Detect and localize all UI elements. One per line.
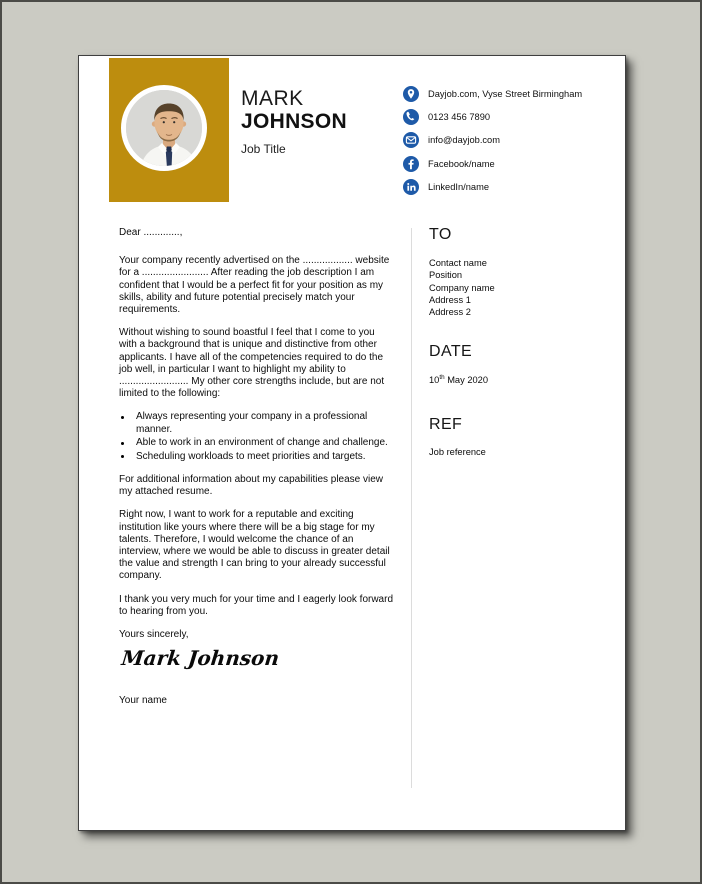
first-name: MARK: [241, 87, 304, 110]
man-portrait-illustration: [126, 90, 207, 171]
date-heading: DATE: [429, 343, 473, 361]
ref-heading: REF: [429, 415, 463, 433]
bullet-item: Always representing your company in a professional manner.: [119, 411, 395, 436]
bullet-item: Able to work in an environment of change and challenge.: [119, 437, 395, 449]
profile-photo: [121, 85, 207, 171]
paragraph-interview: Right now, I want to work for a reputable and exciting institution like yours where there will be a big stage for my talents. Therefore, I would welcome the chance of an interview, where we would be able to discuss in greater detail the value and strength I can bring to your already successful company.: [119, 509, 390, 582]
details-sidebar: [429, 226, 601, 457]
contact-facebook-text: Facebook/name: [428, 158, 495, 169]
contact-phone-text: 0123 456 7890: [428, 112, 491, 123]
contact-address-text: Dayjob.com, Vyse Street Birmingham: [428, 88, 583, 99]
facebook-icon: [403, 156, 419, 172]
your-name-label: Your name: [119, 694, 167, 706]
contact-linkedin-text: LinkedIn/name: [428, 182, 489, 193]
date-day: 10: [429, 375, 440, 386]
to-address-1: Address 1: [429, 294, 471, 305]
to-company-name: Company name: [429, 282, 495, 293]
job-title: Job Title: [241, 142, 286, 156]
to-contact-name: Contact name: [429, 258, 487, 268]
paragraph-strengths: Without wishing to sound boastful I feel that I come to you with a background that is unique and distinctive from other applicants. I have all of the competencies required to do the job well, in particular I want to highlight my ability to ......................... My other core strengths include, but are not limited to the following:: [119, 327, 385, 400]
bullet-item: Scheduling workloads to meet priorities and targets.: [119, 451, 395, 463]
name-block: [241, 87, 347, 156]
email-icon: [403, 132, 419, 148]
contact-row-address: [403, 82, 613, 105]
date-value: [429, 374, 601, 385]
contact-row-linkedin: [403, 176, 613, 199]
linkedin-icon: [403, 179, 419, 195]
contact-list: [403, 82, 613, 199]
paragraph-resume: For additional information about my capabilities please view my attached resume.: [119, 474, 384, 498]
phone-icon: [403, 109, 419, 125]
contact-row-phone: [403, 105, 613, 128]
column-divider-line: [411, 228, 412, 788]
to-address-2: Address 2: [429, 307, 471, 318]
ref-value: Job reference: [429, 446, 486, 457]
contact-email-text: info@dayjob.com: [428, 135, 500, 146]
to-position: Position: [429, 270, 463, 281]
salutation: Dear .............,: [119, 227, 183, 238]
last-name: JOHNSON: [241, 110, 347, 133]
contact-row-facebook: [403, 152, 613, 175]
cover-letter-page: [78, 55, 626, 831]
photo-panel: [109, 58, 229, 202]
to-lines: [429, 257, 601, 318]
location-pin-icon: [403, 86, 419, 102]
paragraph-thanks: I thank you very much for your time and I eagerly look forward to hearing from you.: [119, 593, 394, 617]
date-ordinal-suffix: th: [439, 374, 445, 382]
paragraph-intro: Your company recently advertised on the .................. website for a ........................ After reading the job description I am confident that I would be a perfect fit for your position as my skills, ability and future potential precisely match your requirements.: [119, 255, 390, 316]
handwritten-signature: Mark Johnson: [120, 646, 281, 671]
date-rest: May 2020: [444, 375, 489, 386]
contact-row-email: [403, 129, 613, 152]
closing: Yours sincerely,: [119, 629, 189, 641]
letter-body: [119, 227, 395, 707]
to-heading: TO: [429, 226, 452, 243]
strengths-bullet-list: [119, 411, 395, 463]
